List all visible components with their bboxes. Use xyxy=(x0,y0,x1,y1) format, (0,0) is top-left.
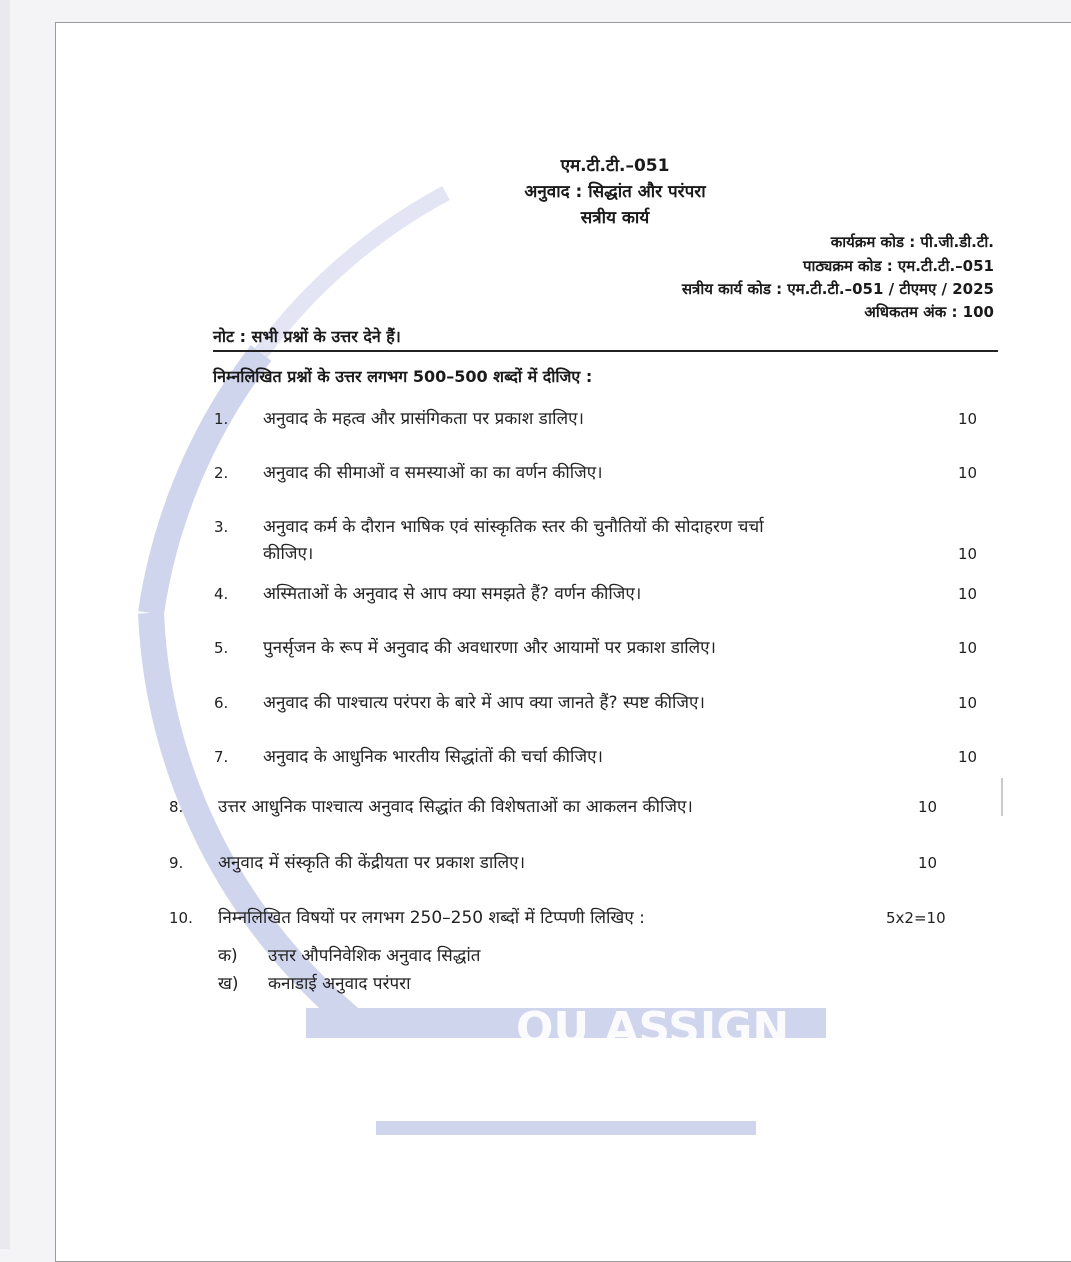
question-marks: 10 xyxy=(958,748,978,766)
sub-item-label: क) xyxy=(218,946,238,966)
question-number: 7. xyxy=(214,748,229,766)
question-number: 10. xyxy=(169,909,193,927)
scan-artifact-mark xyxy=(1001,778,1003,816)
question-number: 9. xyxy=(169,854,184,872)
question-marks: 10 xyxy=(958,464,978,482)
question-number: 3. xyxy=(214,518,229,536)
sub-item-text: उत्तर औपनिवेशिक अनुवाद सिद्धांत xyxy=(268,946,481,966)
question-text: पुनर्सृजन के रूप में अनुवाद की अवधारणा और आयामों पर प्रकाश डालिए। xyxy=(263,638,716,658)
question-number: 2. xyxy=(214,464,229,482)
doc-type-heading: सत्रीय कार्य xyxy=(580,208,650,228)
question-marks: 10 xyxy=(918,798,938,816)
course-code-line: पाठ्यक्रम कोड : एम.टी.टी.–051 xyxy=(803,257,994,275)
document-page xyxy=(55,22,1071,1262)
program-code: कार्यक्रम कोड : पी.जी.डी.टी. xyxy=(830,233,994,251)
sub-item-label: ख) xyxy=(218,974,239,994)
question-marks: 5x2=10 xyxy=(886,909,946,927)
question-text: अस्मिताओं के अनुवाद से आप क्या समझते हैं? वर्णन कीजिए। xyxy=(263,584,642,604)
question-marks: 10 xyxy=(958,585,978,603)
question-text: अनुवाद के आधुनिक भारतीय सिद्धांतों की चर्चा कीजिए। xyxy=(263,747,603,767)
question-text: अनुवाद के महत्व और प्रासंगिकता पर प्रकाश डालिए। xyxy=(263,409,584,429)
question-marks: 10 xyxy=(958,694,978,712)
question-text: अनुवाद की पाश्चात्य परंपरा के बारे में आप क्या जानते हैं? स्पष्ट कीजिए। xyxy=(263,693,705,713)
question-text: अनुवाद की सीमाओं व समस्याओं का का वर्णन कीजिए। xyxy=(263,463,603,483)
note-text: नोट : सभी प्रश्नों के उत्तर देने हैं। xyxy=(213,327,401,346)
question-text: अनुवाद में संस्कृति की केंद्रीयता पर प्रकाश डालिए। xyxy=(218,853,526,873)
question-number: 8. xyxy=(169,798,184,816)
question-text: निम्नलिखित विषयों पर लगभग 250–250 शब्दों में टिप्पणी लिखिए : xyxy=(218,908,645,928)
question-number: 4. xyxy=(214,585,229,603)
question-marks: 10 xyxy=(958,545,978,563)
question-number: 6. xyxy=(214,694,229,712)
question-number: 1. xyxy=(214,410,229,428)
watermark-text: OU ASSIGN xyxy=(516,1003,790,1054)
question-text: अनुवाद कर्म के दौरान भाषिक एवं सांस्कृतिक स्तर की चुनौतियों की सोदाहरण चर्चा xyxy=(263,517,764,537)
question-marks: 10 xyxy=(958,639,978,657)
instruction-text: निम्नलिखित प्रश्नों के उत्तर लगभग 500–500 शब्दों में दीजिए : xyxy=(213,367,593,386)
question-text-continued: कीजिए। xyxy=(263,544,314,564)
max-marks: अधिकतम अंक : 100 xyxy=(864,303,994,321)
assignment-code: सत्रीय कार्य कोड : एम.टी.टी.–051 / टीएमए / 2025 xyxy=(681,280,994,298)
question-text: उत्तर आधुनिक पाश्चात्य अनुवाद सिद्धांत की विशेषताओं का आकलन कीजिए। xyxy=(218,797,693,817)
course-code-heading: एम.टी.टी.–051 xyxy=(560,156,670,176)
divider-rule xyxy=(213,350,998,352)
course-title-heading: अनुवाद : सिद्धांत और परंपरा xyxy=(524,182,706,202)
question-number: 5. xyxy=(214,639,229,657)
question-marks: 10 xyxy=(918,854,938,872)
question-marks: 10 xyxy=(958,410,978,428)
viewer-left-edge xyxy=(0,0,10,1249)
sub-item-text: कनाडाई अनुवाद परंपरा xyxy=(268,974,411,994)
